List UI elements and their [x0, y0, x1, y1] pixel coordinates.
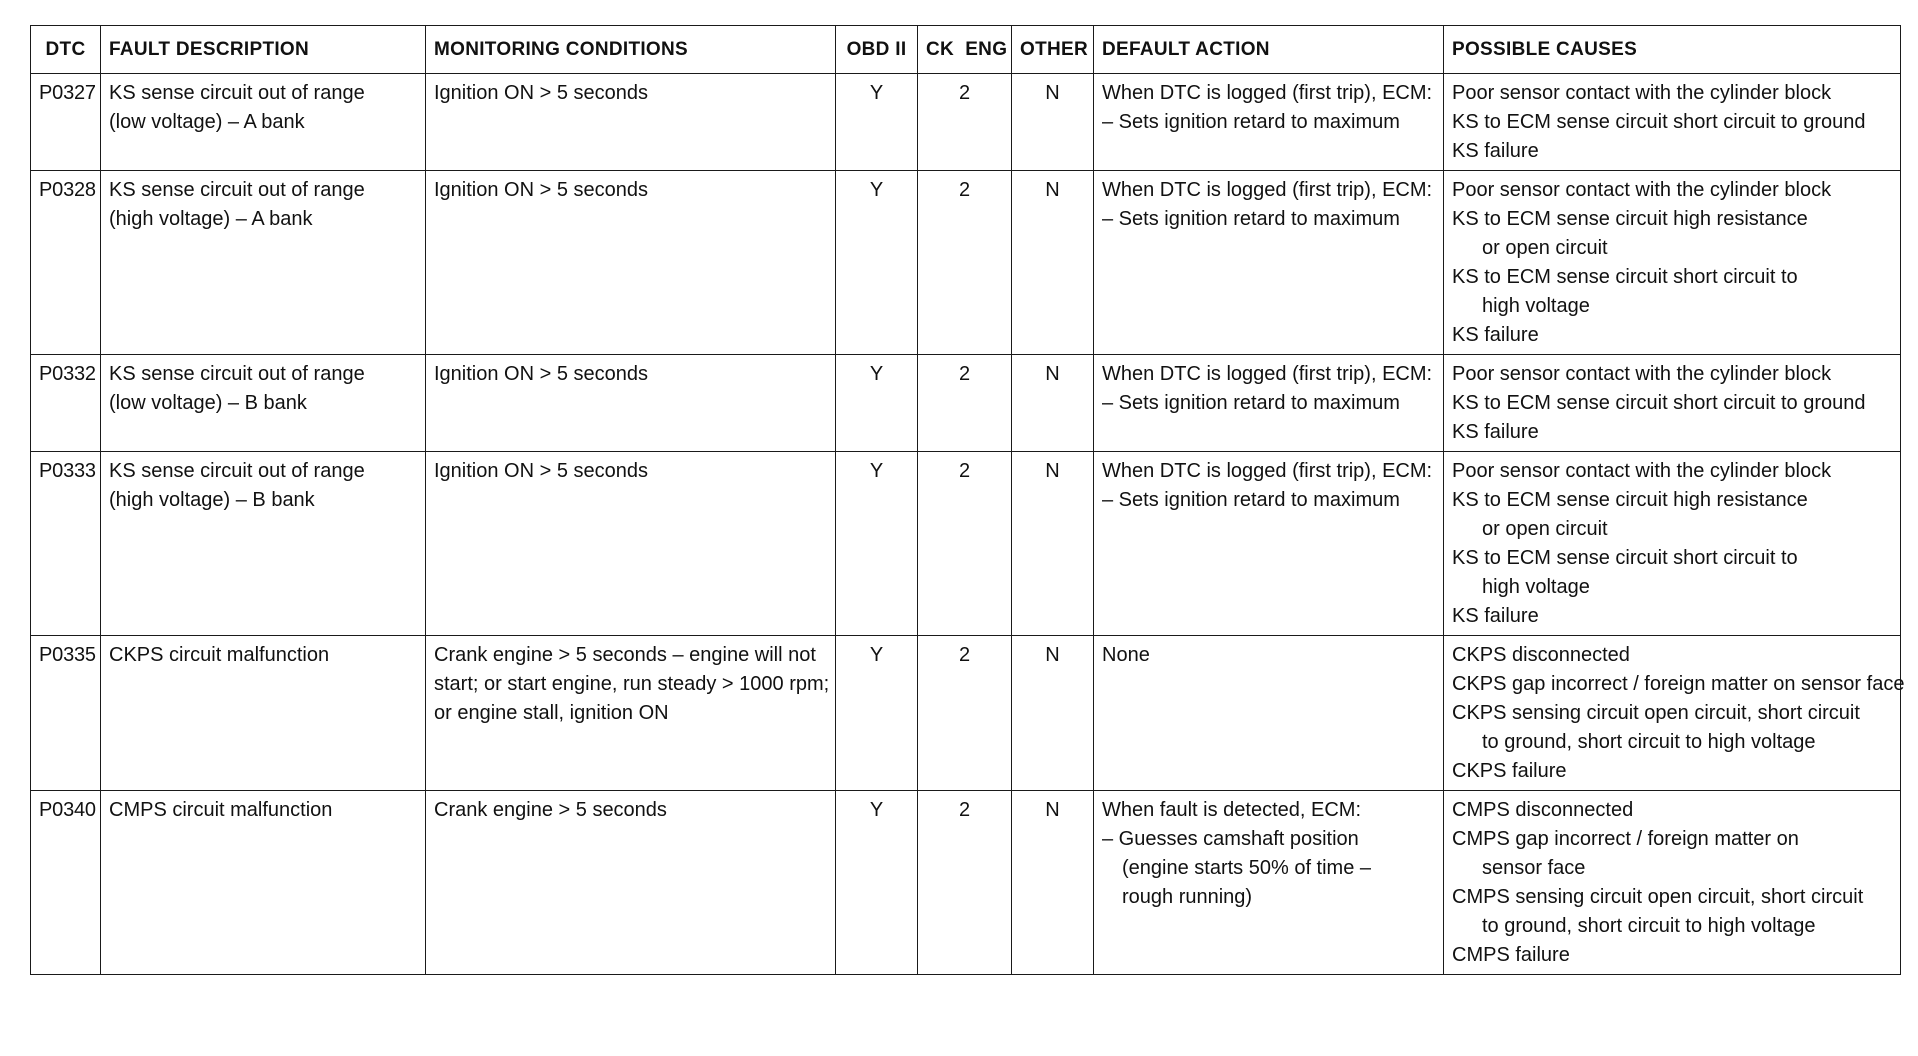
ck-eng-value: 2 — [918, 171, 1012, 355]
dtc-code: P0340 — [31, 791, 101, 975]
monitoring-conditions-line: start; or start engine, run steady > 1000 rpm; — [434, 673, 830, 695]
fault-description — [101, 74, 426, 171]
fault-description-line: (high voltage) – B bank — [109, 489, 315, 511]
cause-line: CKPS sensing circuit open circuit, short circuit — [1452, 702, 1860, 724]
default-action-line: – Sets ignition retard to maximum — [1102, 208, 1400, 230]
monitoring-conditions — [426, 791, 836, 975]
table-row — [31, 74, 1901, 171]
fault-description — [101, 791, 426, 975]
header-possible-causes: POSSIBLE CAUSES — [1444, 26, 1901, 74]
fault-description-line: KS sense circuit out of range — [109, 460, 365, 482]
default-action — [1094, 171, 1444, 355]
fault-description-line: KS sense circuit out of range — [109, 179, 365, 201]
cause-line: KS failure — [1452, 140, 1539, 162]
other-flag: N — [1012, 171, 1094, 355]
default-action-line: – Sets ignition retard to maximum — [1102, 111, 1400, 133]
cause-line: KS to ECM sense circuit short circuit to ground — [1452, 111, 1866, 133]
default-action-line: When DTC is logged (first trip), ECM: — [1102, 460, 1433, 482]
default-action-line: rough running) — [1122, 886, 1253, 908]
header-monitoring-conditions: MONITORING CONDITIONS — [426, 26, 836, 74]
cause-line: or open circuit — [1482, 518, 1608, 540]
ck-eng-value: 2 — [918, 452, 1012, 636]
dtc-table-body — [31, 74, 1905, 975]
fault-description-line: KS sense circuit out of range — [109, 363, 365, 385]
table-row — [31, 636, 1901, 791]
header-default-action: DEFAULT ACTION — [1094, 26, 1444, 74]
obd-flag: Y — [836, 171, 918, 355]
other-flag: N — [1012, 355, 1094, 452]
monitoring-conditions-line: Ignition ON > 5 seconds — [434, 82, 649, 104]
ck-eng-value: 2 — [918, 355, 1012, 452]
cause-line: CKPS disconnected — [1452, 644, 1630, 666]
default-action — [1094, 636, 1444, 791]
obd-flag: Y — [836, 636, 918, 791]
fault-description-line: CMPS circuit malfunction — [109, 799, 333, 821]
cause-line: Poor sensor contact with the cylinder block — [1452, 460, 1832, 482]
cause-line: Poor sensor contact with the cylinder block — [1452, 179, 1832, 201]
cause-line: Poor sensor contact with the cylinder block — [1452, 363, 1832, 385]
cause-line: or open circuit — [1482, 237, 1608, 259]
dtc-code: P0327 — [31, 74, 101, 171]
default-action-line: None — [1102, 644, 1150, 666]
fault-description — [101, 636, 426, 791]
default-action — [1094, 452, 1444, 636]
monitoring-conditions-line: Ignition ON > 5 seconds — [434, 460, 649, 482]
monitoring-conditions — [426, 171, 836, 355]
other-flag: N — [1012, 636, 1094, 791]
header-ck-eng: CK ENG — [918, 26, 1012, 74]
cause-line: CMPS gap incorrect / foreign matter on — [1452, 828, 1799, 850]
monitoring-conditions-line: or engine stall, ignition ON — [434, 702, 669, 724]
monitoring-conditions-line: Crank engine > 5 seconds – engine will not — [434, 644, 816, 666]
dtc-code: P0333 — [31, 452, 101, 636]
monitoring-conditions-line: Ignition ON > 5 seconds — [434, 179, 649, 201]
ck-eng-value: 2 — [918, 636, 1012, 791]
other-flag: N — [1012, 452, 1094, 636]
default-action-line: – Sets ignition retard to maximum — [1102, 392, 1400, 414]
cause-line: KS to ECM sense circuit short circuit to — [1452, 266, 1798, 288]
possible-causes — [1444, 452, 1901, 636]
default-action — [1094, 74, 1444, 171]
default-action-line: – Guesses camshaft position — [1102, 828, 1359, 850]
monitoring-conditions — [426, 355, 836, 452]
header-other: OTHER — [1012, 26, 1094, 74]
cause-line: KS failure — [1452, 605, 1539, 627]
default-action-line: – Sets ignition retard to maximum — [1102, 489, 1400, 511]
dtc-code: P0332 — [31, 355, 101, 452]
possible-causes — [1444, 74, 1901, 171]
possible-causes — [1444, 355, 1901, 452]
cause-line: CMPS failure — [1452, 944, 1570, 966]
other-flag: N — [1012, 74, 1094, 171]
cause-line: high voltage — [1482, 295, 1590, 317]
monitoring-conditions — [426, 636, 836, 791]
possible-causes — [1444, 791, 1901, 975]
default-action-line: When fault is detected, ECM: — [1102, 799, 1362, 821]
cause-line: to ground, short circuit to high voltage — [1482, 731, 1816, 753]
header-fault-description: FAULT DESCRIPTION — [101, 26, 426, 74]
default-action — [1094, 791, 1444, 975]
fault-description-line: (high voltage) – A bank — [109, 208, 313, 230]
default-action-line: When DTC is logged (first trip), ECM: — [1102, 82, 1433, 104]
possible-causes — [1444, 636, 1905, 791]
cause-line: sensor face — [1482, 857, 1586, 879]
monitoring-conditions-line: Crank engine > 5 seconds — [434, 799, 667, 821]
monitoring-conditions — [426, 452, 836, 636]
cause-line: CKPS gap incorrect / foreign matter on sensor face — [1452, 673, 1905, 695]
fault-description-line: KS sense circuit out of range — [109, 82, 365, 104]
ck-eng-value: 2 — [918, 74, 1012, 171]
fault-description — [101, 452, 426, 636]
monitoring-conditions — [426, 74, 836, 171]
obd-flag: Y — [836, 355, 918, 452]
dtc-code: P0335 — [31, 636, 101, 791]
fault-description — [101, 355, 426, 452]
possible-causes — [1444, 171, 1901, 355]
cause-line: high voltage — [1482, 576, 1590, 598]
dtc-table — [30, 25, 1905, 975]
header-row — [31, 26, 1901, 74]
ck-eng-value: 2 — [918, 791, 1012, 975]
table-row — [31, 171, 1901, 355]
default-action-line: When DTC is logged (first trip), ECM: — [1102, 179, 1433, 201]
fault-description-line: (low voltage) – B bank — [109, 392, 307, 414]
cause-line: KS to ECM sense circuit short circuit to — [1452, 547, 1798, 569]
default-action — [1094, 355, 1444, 452]
fault-description-line: CKPS circuit malfunction — [109, 644, 330, 666]
monitoring-conditions-line: Ignition ON > 5 seconds — [434, 363, 649, 385]
default-action-line: When DTC is logged (first trip), ECM: — [1102, 363, 1433, 385]
dtc-code: P0328 — [31, 171, 101, 355]
dtc-table-sheet — [30, 25, 1905, 975]
cause-line: CMPS disconnected — [1452, 799, 1634, 821]
obd-flag: Y — [836, 74, 918, 171]
fault-description — [101, 171, 426, 355]
obd-flag: Y — [836, 791, 918, 975]
cause-line: CKPS failure — [1452, 760, 1567, 782]
table-row — [31, 791, 1901, 975]
other-flag: N — [1012, 791, 1094, 975]
table-row — [31, 452, 1901, 636]
cause-line: KS failure — [1452, 421, 1539, 443]
table-row — [31, 355, 1901, 452]
default-action-line: (engine starts 50% of time – — [1122, 857, 1372, 879]
header-obd: OBD II — [836, 26, 918, 74]
cause-line: KS to ECM sense circuit high resistance — [1452, 208, 1808, 230]
fault-description-line: (low voltage) – A bank — [109, 111, 305, 133]
cause-line: KS to ECM sense circuit short circuit to ground — [1452, 392, 1866, 414]
cause-line: to ground, short circuit to high voltage — [1482, 915, 1816, 937]
obd-flag: Y — [836, 452, 918, 636]
header-dtc: DTC — [31, 26, 101, 74]
cause-line: Poor sensor contact with the cylinder block — [1452, 82, 1832, 104]
cause-line: KS failure — [1452, 324, 1539, 346]
cause-line: KS to ECM sense circuit high resistance — [1452, 489, 1808, 511]
cause-line: CMPS sensing circuit open circuit, short circuit — [1452, 886, 1864, 908]
